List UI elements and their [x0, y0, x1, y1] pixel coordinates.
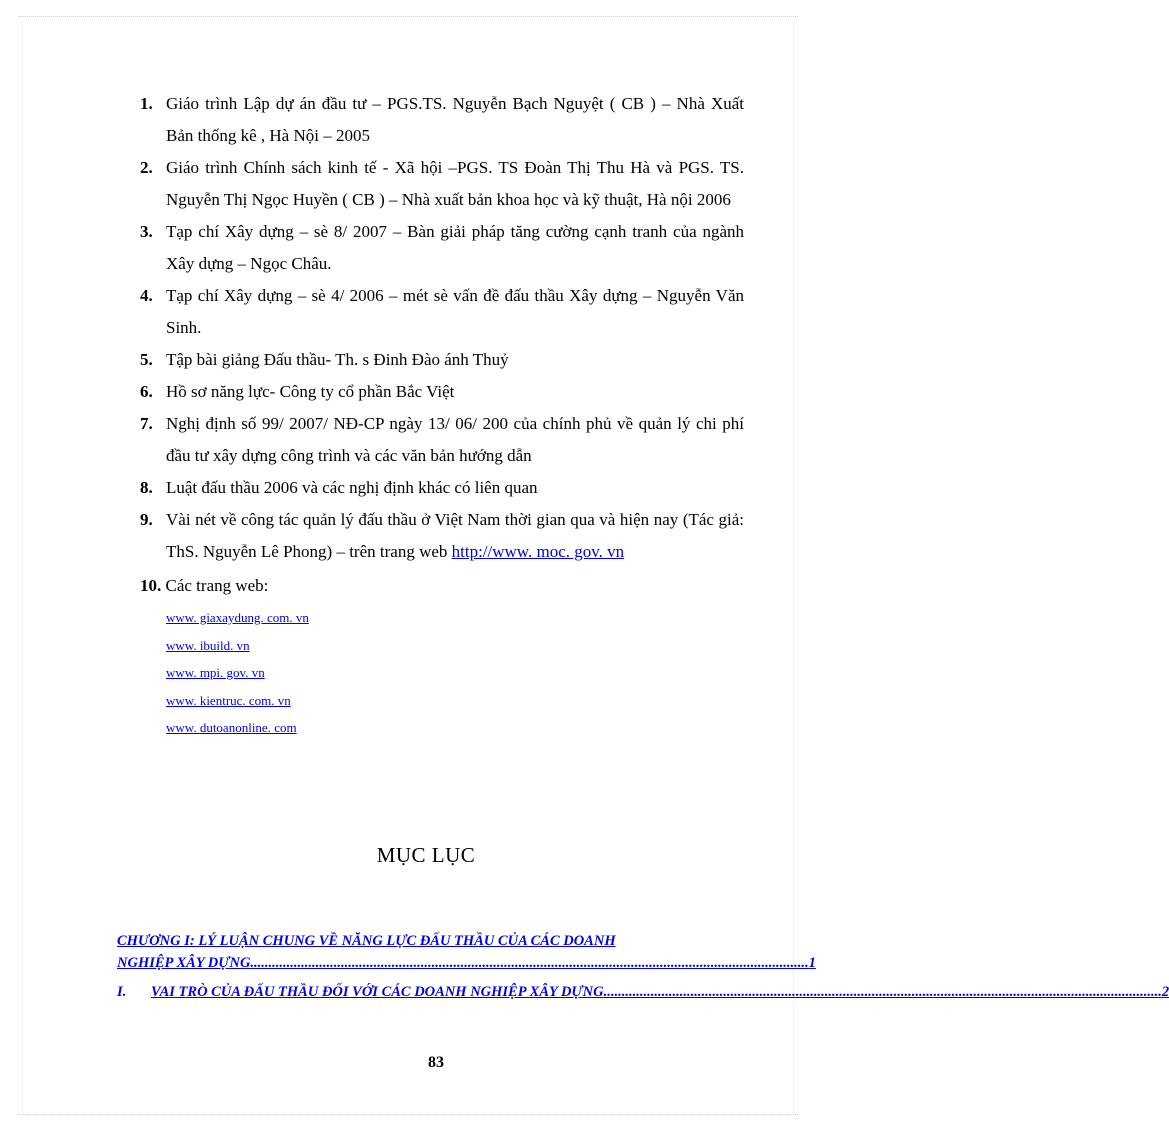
reference-number: 2. [140, 158, 153, 177]
reference-text: Giáo trình Chính sách kinh tế - Xã hội –PGS. TS Đoàn Thị Thu Hà và PGS. TS. Nguyễn Thị Ngọc Huyền ( CB ) – Nhà xuất bản khoa học và kỹ thuật, Hà nội 2006 [166, 158, 744, 209]
toc-line [117, 930, 739, 952]
reference-item-10 [140, 570, 744, 742]
reference-text: Tập bài giảng Đấu thầu- Th. s Đinh Đào ánh Thuỷ [166, 350, 509, 369]
reference-item-1 [140, 88, 744, 152]
toc-section-title: VAI TRÒ CỦA ĐẤU THẦU ĐỐI VỚI CÁC DOANH NGHIỆP XÂY DỰNG [151, 984, 604, 1000]
reference-item-2 [140, 152, 744, 216]
reference-number: 3. [140, 222, 153, 241]
website-item [166, 687, 744, 715]
reference-number: 6. [140, 382, 153, 401]
website-link[interactable]: www. ibuild. vn [166, 637, 250, 653]
reference-number: 10. [140, 576, 162, 595]
reference-number: 4. [140, 286, 153, 305]
toc-page-number: 2 [1161, 984, 1169, 1000]
website-list [166, 604, 744, 742]
website-item [166, 632, 744, 660]
page-border-left [22, 22, 23, 1113]
toc-section-number: I. [117, 984, 127, 1000]
toc-entry-chapter-1[interactable] [117, 930, 816, 974]
reference-number: 8. [140, 478, 153, 497]
toc-page-number: 1 [808, 955, 816, 971]
reference-number: 9. [140, 510, 153, 529]
reference-item-9 [140, 504, 744, 568]
website-link[interactable]: www. dutoanonline. com [166, 720, 297, 735]
toc-entry-section-1[interactable] [117, 981, 1169, 1003]
page-border-top [18, 16, 798, 17]
reference-item-4 [140, 280, 744, 344]
website-link[interactable]: www. mpi. gov. vn [166, 665, 265, 680]
page-border-right [793, 22, 794, 1113]
reference-list [140, 88, 744, 742]
reference-item-5 [140, 344, 744, 376]
reference-text: Tạp chí Xây dựng – sè 8/ 2007 – Bàn giải pháp tăng cường cạnh tranh của ngành Xây dựng – Ngọc Châu. [166, 222, 744, 273]
reference-text: Luật đấu thầu 2006 và các nghị định khác có liên quan [166, 478, 538, 497]
toc-line [117, 981, 1169, 1003]
reference-text: Vài nét về công tác quản lý đấu thầu ở Việt Nam thời gian qua và hiện nay (Tác giả: ThS. Nguyễn Lê Phong) – trên trang web [166, 510, 744, 561]
reference-item-7 [140, 408, 744, 472]
page-border-bottom [18, 1114, 798, 1115]
reference-text: Tạp chí Xây dựng – sè 4/ 2006 – mét sè vấn đề đấu thầu Xây dựng – Nguyễn Văn Sinh. [166, 286, 744, 337]
moc-website-link[interactable]: http://www. moc. gov. vn [451, 542, 625, 561]
table-of-contents [117, 930, 1169, 1003]
reference-item-8 [140, 472, 744, 504]
reference-number: 1. [140, 94, 153, 113]
toc-leader-dots: .......................................................................................................................................................... [250, 955, 809, 971]
reference-number: 5. [140, 350, 153, 369]
reference-text: Nghị định số 99/ 2007/ NĐ-CP ngày 13/ 06/ 200 của chính phủ về quản lý chi phí đầu tư xây dựng công trình và các văn bản hướng dẫn [166, 414, 744, 465]
toc-entry-text [117, 981, 604, 1003]
reference-text: Hồ sơ năng lực- Công ty cổ phần Bắc Việt [166, 382, 455, 401]
website-item [166, 714, 744, 742]
reference-text: Giáo trình Lập dự án đầu tư – PGS.TS. Nguyễn Bạch Nguyệt ( CB ) – Nhà Xuất Bản thống kê , Hà Nội – 2005 [166, 94, 744, 145]
toc-entry-text: NGHIỆP XÂY DỰNG [117, 955, 251, 971]
toc-title: MỤC LỤC [376, 843, 476, 867]
reference-item-3 [140, 216, 744, 280]
reference-text: Các trang web: [161, 576, 269, 595]
reference-item-6 [140, 376, 744, 408]
toc-line [117, 952, 816, 974]
toc-leader-dots: .......................................................................................................................................................... [603, 984, 1162, 1000]
website-item [166, 604, 744, 632]
website-item [166, 659, 744, 687]
website-link[interactable]: www. giaxaydung. com. vn [166, 610, 309, 625]
toc-entry-text: CHƯƠNG I: LÝ LUẬN CHUNG VỀ NĂNG LỰC ĐẤU THẦU CỦA CÁC DOANH [117, 933, 616, 949]
reference-number: 7. [140, 414, 153, 433]
page-number: 83 [428, 1054, 444, 1071]
website-link[interactable]: www. kientruc. com. vn [166, 692, 291, 708]
